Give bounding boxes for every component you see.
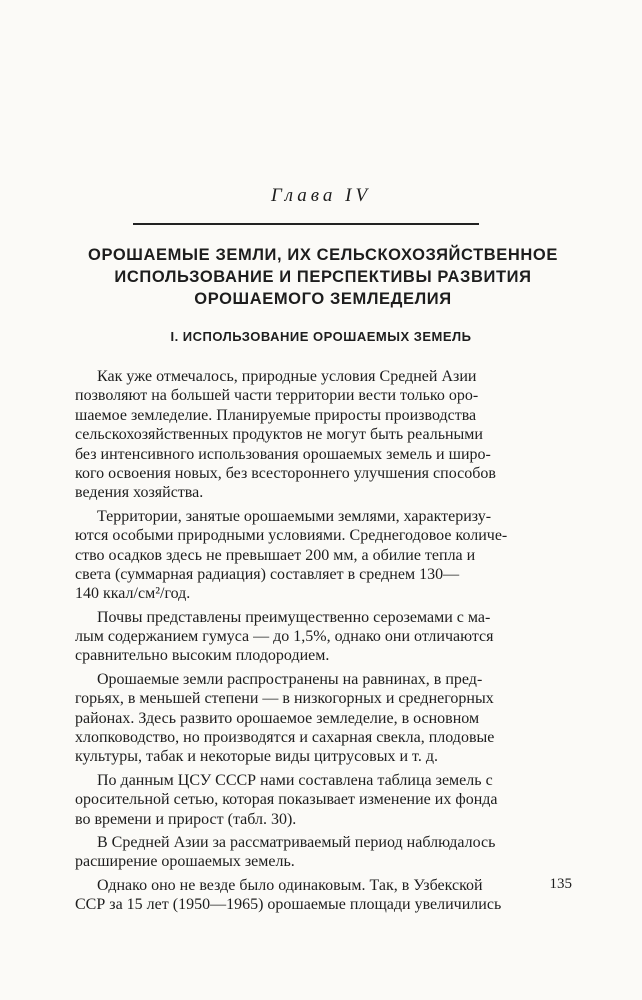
text-line: позволяют на большей части территории вести только оро- — [75, 387, 479, 405]
text-line: оросительной сетью, которая показывает изменение их фонда — [75, 791, 498, 809]
text-line: горьях, в меньшей степени — в низкогорных и среднегорных — [75, 690, 494, 708]
section-heading: I. ИСПОЛЬЗОВАНИЕ ОРОШАЕМЫХ ЗЕМЕЛЬ — [170, 329, 472, 344]
heading-rule — [133, 223, 479, 225]
text-line: ведения хозяйства. — [75, 484, 204, 502]
text-line: ССР за 15 лет (1950—1965) орошаемые площади увеличились — [75, 896, 502, 914]
paragraph — [75, 367, 571, 503]
paragraph — [75, 670, 571, 767]
text-line: ство осадков здесь не превышает 200 мм, а обилие тепла и — [75, 546, 476, 564]
text-line: В Средней Азии за рассматриваемый период наблюдалось — [97, 833, 496, 851]
page-number: 135 — [549, 876, 572, 892]
paragraph — [75, 833, 571, 872]
chapter-title — [40, 244, 606, 310]
text-line: По данным ЦСУ СССР нами составлена таблица земель с — [97, 771, 493, 789]
text-line: Орошаемые земли распространены на равнинах, в пред- — [97, 670, 483, 688]
text-line: сельскохозяйственных продуктов не могут быть реальными — [75, 426, 483, 444]
text-line: расширение орошаемых земель. — [75, 853, 295, 871]
text-line: культуры, табак и некоторые виды цитрусовых и т. д. — [75, 748, 438, 766]
text-line: Однако оно не везде было одинаковым. Так, в Узбекской — [97, 876, 483, 894]
text-line: во времени и прирост (табл. 30). — [75, 810, 297, 828]
text-line: хлопководство, но производятся и сахарная свекла, плодовые — [75, 729, 495, 747]
text-line: районах. Здесь развито орошаемое земледелие, в основном — [75, 709, 480, 727]
text-line: сравнительно высоким плодородием. — [75, 647, 330, 665]
text-line: Почвы представлены преимущественно сероземами с ма- — [97, 608, 491, 626]
text-line: Как уже отмечалось, природные условия Средней Азии — [97, 368, 477, 385]
chapter-title-line: ОРОШАЕМОГО ЗЕМЛЕДЕЛИЯ — [194, 290, 452, 308]
body-text — [75, 367, 571, 915]
text-line: шаемое земледелие. Планируемые приросты производства — [75, 406, 477, 424]
paragraph — [75, 771, 571, 829]
text-line: лым содержанием гумуса — до 1,5%, однако они отличаются — [75, 628, 494, 646]
paragraph — [75, 876, 571, 915]
chapter-title-line: ОРОШАЕМЫЕ ЗЕМЛИ, ИХ СЕЛЬСКОХОЗЯЙСТВЕННОЕ — [88, 246, 558, 264]
paragraph — [75, 608, 571, 666]
text-line: Территории, занятые орошаемыми землями, характеризу- — [97, 507, 492, 525]
text-line: кого освоения новых, без всестороннего улучшения способов — [75, 464, 496, 482]
chapter-title-line: ИСПОЛЬЗОВАНИЕ И ПЕРСПЕКТИВЫ РАЗВИТИЯ — [114, 268, 532, 286]
paragraph — [75, 507, 571, 604]
text-line: 140 ккал/см²/год. — [75, 585, 191, 603]
text-line: без интенсивного использования орошаемых земель и широ- — [75, 445, 491, 463]
chapter-heading: Глава IV — [270, 185, 372, 206]
text-line: ются особыми природными условиями. Среднегодовое количе- — [75, 527, 508, 545]
text-line: света (суммарная радиация) составляет в среднем 130— — [75, 565, 460, 583]
